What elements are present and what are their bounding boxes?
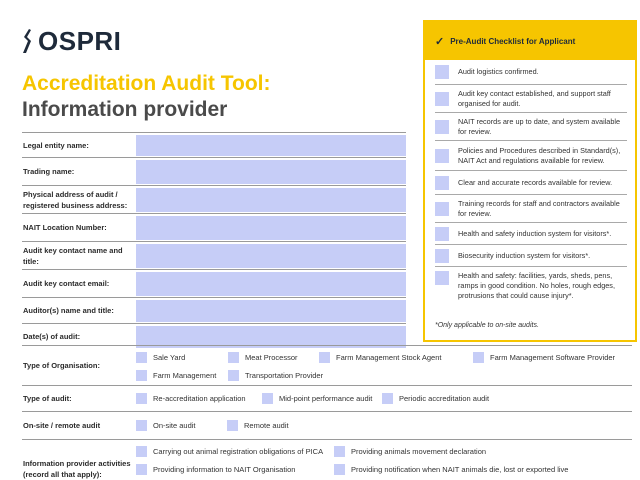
page-subtitle: Information provider: [22, 98, 228, 121]
option-movement-declaration[interactable]: Providing animals movement declaration: [334, 446, 486, 457]
checklist-item: Audit logistics confirmed.: [435, 60, 627, 84]
checklist-item: Biosecurity induction system for visitors*.: [435, 244, 627, 266]
organisation-type-label: Type of Organisation:: [23, 361, 100, 370]
form-row-legal-entity: [22, 132, 406, 157]
checkbox[interactable]: [435, 271, 449, 285]
form-row-address: [22, 185, 406, 213]
field-label: Trading name:: [23, 167, 75, 176]
checkbox[interactable]: [136, 352, 147, 363]
checkbox[interactable]: [473, 352, 484, 363]
checkbox[interactable]: [262, 393, 273, 404]
checklist-item: Training records for staff and contractors available for review.: [435, 194, 627, 222]
form-row-auditor: [22, 297, 406, 323]
field-label: Audit key contact email:: [23, 279, 110, 288]
field-label: Physical address of audit / registered business address:: [23, 189, 128, 210]
option-onsite-audit[interactable]: On-site audit: [136, 420, 196, 431]
pre-audit-checklist-panel: [423, 20, 637, 342]
field-label: Auditor(s) name and title:: [23, 306, 114, 315]
form-row-trading-name: [22, 157, 406, 185]
legal-entity-input[interactable]: [136, 135, 406, 156]
checkbox[interactable]: [435, 202, 449, 216]
trading-name-input[interactable]: [136, 160, 406, 184]
option-farm-management[interactable]: Farm Management: [136, 370, 216, 381]
option-info-to-nait[interactable]: Providing information to NAIT Organisation: [136, 464, 295, 475]
option-death-notification[interactable]: Providing notification when NAIT animals die, lost or exported live: [334, 464, 568, 475]
checklist-item: Policies and Procedures described in Standard(s), NAIT Act and regulations available for review.: [435, 140, 627, 170]
form-row-nait-location: [22, 213, 406, 241]
checkbox[interactable]: [435, 65, 449, 79]
checkbox[interactable]: [319, 352, 330, 363]
checkbox[interactable]: [435, 120, 449, 134]
checkbox[interactable]: [136, 464, 147, 475]
checklist-title: Pre-Audit Checklist for Applicant: [450, 36, 576, 46]
auditor-input[interactable]: [136, 300, 406, 322]
checkbox[interactable]: [435, 92, 449, 106]
checkbox[interactable]: [435, 227, 449, 241]
form-row-contact-email: [22, 269, 406, 297]
checkbox[interactable]: [136, 420, 147, 431]
activities-row: [22, 439, 632, 480]
checklist-item: Health and safety induction system for visitors*.: [435, 222, 627, 244]
field-label: Date(s) of audit:: [23, 332, 81, 341]
address-input[interactable]: [136, 188, 406, 212]
activities-label: Information provider activities (record all that apply):: [23, 459, 131, 479]
checkbox[interactable]: [228, 370, 239, 381]
checklist-header: [425, 22, 635, 60]
checklist-item: Health and safety: facilities, yards, sheds, pens, ramps in good condition. No holes, rough edges, protrusions that could cause injury*.: [435, 266, 627, 306]
checkbox[interactable]: [136, 393, 147, 404]
checkbox[interactable]: [136, 446, 147, 457]
nait-location-input[interactable]: [136, 216, 406, 240]
checkbox[interactable]: [435, 249, 449, 263]
checklist-item: Clear and accurate records available for review.: [435, 170, 627, 194]
option-transportation-provider[interactable]: Transportation Provider: [228, 370, 323, 381]
ospri-feather-icon: [22, 28, 32, 54]
checkbox[interactable]: [435, 176, 449, 190]
checkbox[interactable]: [435, 149, 449, 163]
organisation-type-row: [22, 345, 632, 385]
checkbox[interactable]: [136, 370, 147, 381]
checkbox[interactable]: [382, 393, 393, 404]
field-label: NAIT Location Number:: [23, 223, 107, 232]
option-remote-audit[interactable]: Remote audit: [227, 420, 289, 431]
form-row-contact-name: [22, 241, 406, 269]
option-periodic-audit[interactable]: Periodic accreditation audit: [382, 393, 489, 404]
onsite-remote-label: On-site / remote audit: [23, 421, 101, 430]
contact-name-input[interactable]: [136, 244, 406, 268]
field-label: Legal entity name:: [23, 140, 89, 150]
checklist-footnote: *Only applicable to on-site audits.: [435, 322, 539, 329]
option-animal-registration[interactable]: Carrying out animal registration obligations of PICA: [136, 446, 323, 457]
checkbox[interactable]: [334, 464, 345, 475]
option-re-accreditation[interactable]: Re-accreditation application: [136, 393, 246, 404]
option-sale-yard[interactable]: Sale Yard: [136, 352, 185, 363]
logo-text: OSPRI: [38, 25, 122, 56]
option-meat-processor[interactable]: Meat Processor: [228, 352, 298, 363]
option-mid-point-audit[interactable]: Mid-point performance audit: [262, 393, 372, 404]
audit-type-label: Type of audit:: [23, 394, 72, 403]
page-title: Accreditation Audit Tool:: [22, 72, 271, 95]
checkbox[interactable]: [334, 446, 345, 457]
checkbox[interactable]: [228, 352, 239, 363]
contact-email-input[interactable]: [136, 272, 406, 296]
onsite-remote-row: [22, 411, 632, 439]
checkmark-icon: ✓: [435, 35, 445, 48]
option-farm-management-stock-agent[interactable]: Farm Management Stock Agent: [319, 352, 441, 363]
applicant-form: [22, 132, 406, 349]
audit-type-row: [22, 385, 632, 411]
checklist-item: NAIT records are up to date, and system available for review.: [435, 112, 627, 140]
checklist-item: Audit key contact established, and support staff organised for audit.: [435, 84, 627, 112]
field-label: Audit key contact name and title:: [23, 245, 123, 266]
option-farm-management-software-provider[interactable]: Farm Management Software Provider: [473, 352, 615, 363]
checkbox[interactable]: [227, 420, 238, 431]
ospri-logo: [22, 25, 122, 56]
